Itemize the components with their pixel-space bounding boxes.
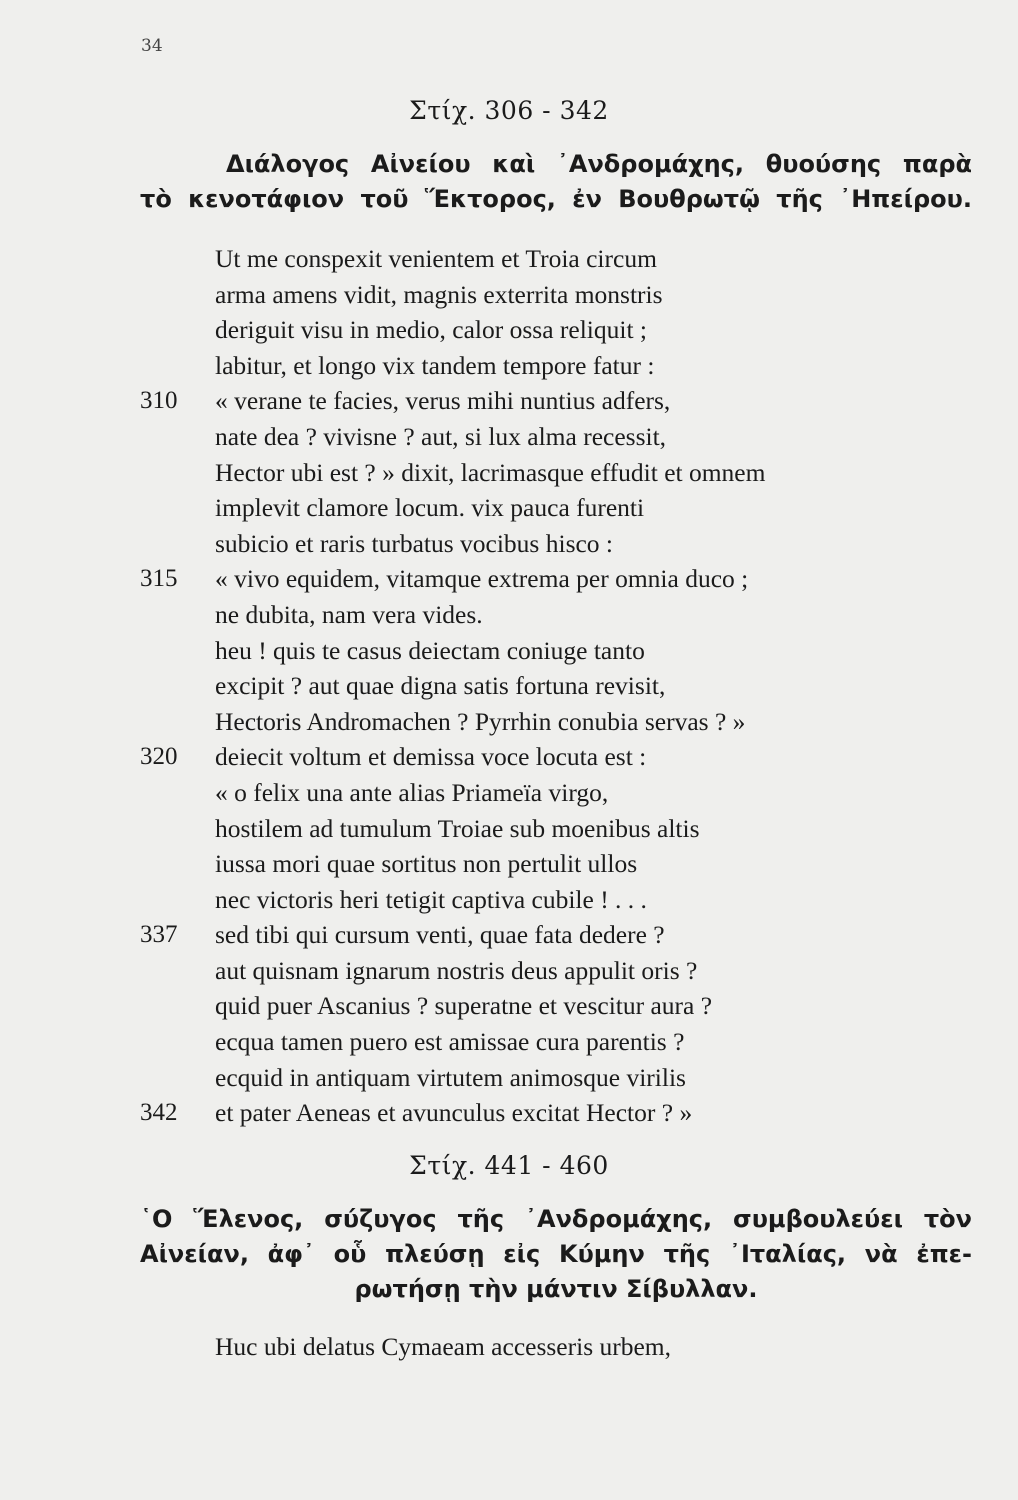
verse-text: nec victoris heri tetigit captiva cubile ! . . . <box>215 884 647 914</box>
verse-text: labitur, et longo vix tandem tempore fatur : <box>215 350 655 380</box>
verse-text: aut quisnam ignarum nostris deus appulit oris ? <box>215 955 698 985</box>
verse-text: excipit ? aut quae digna satis fortuna revisit, <box>215 671 666 701</box>
verse-line <box>140 348 960 384</box>
verse-line <box>140 917 960 953</box>
verse-text: Huc ubi delatus Cymaeam accesseris urbem, <box>215 1332 672 1361</box>
verse-text: « vivo equidem, vitamque extrema per omnia duco ; <box>215 564 749 594</box>
line-number: 310 <box>140 387 178 415</box>
verse-text: heu ! quis te casus deiectam coniuge tanto <box>215 635 645 665</box>
heading-line: ρωτήσῃ τὴν μάντιν Σίβυλλαν. <box>354 1275 758 1303</box>
verse-line <box>140 526 960 562</box>
verse-line <box>140 633 960 669</box>
verse-line <box>140 846 960 882</box>
verse-line <box>140 988 960 1024</box>
verse-text: quid puer Ascanius ? superatne et vescitur aura ? <box>215 991 713 1021</box>
verse-text: Hectoris Andromachen ? Pyrrhin conubia servas ? » <box>215 706 746 736</box>
verse-text: sed tibi qui cursum venti, quae fata dedere ? <box>215 920 665 950</box>
verse-line <box>140 561 960 597</box>
verse-line <box>140 775 960 811</box>
section-title-lines-441-460: Στίχ. 441 - 460 <box>409 1151 609 1180</box>
verse-text: hostilem ad tumulum Troiae sub moenibus altis <box>215 813 700 843</box>
verse-line <box>140 383 960 419</box>
verse-text: implevit clamore locum. vix pauca furenti <box>215 493 645 523</box>
verse-text: « verane te facies, verus mihi nuntius adfers, <box>215 386 671 416</box>
verse-text: et pater Aeneas et avunculus excitat Hector ? » <box>215 1098 693 1128</box>
section-title-lines-306-342: Στίχ. 306 - 342 <box>409 96 609 125</box>
verse-line <box>140 277 960 313</box>
verse-line <box>140 668 960 704</box>
verse-text: Ut me conspexit venientem et Troia circum <box>215 244 657 273</box>
verse-line <box>140 811 960 847</box>
verse-line <box>140 490 960 526</box>
verse-line <box>140 241 960 277</box>
verse-line <box>140 953 960 989</box>
heading-line: ῾Ο Ἕλενος, σύζυγος τῆς ᾿Ανδρομάχης, συμβουλεύει τὸν <box>140 1205 972 1233</box>
verse-line <box>140 882 960 918</box>
line-number: 320 <box>140 743 178 771</box>
verse-text: deiecit voltum et demissa voce locuta est : <box>215 742 647 772</box>
verse-text: iussa mori quae sortitus non pertulit ullos <box>215 849 638 879</box>
verse-line <box>140 1024 960 1060</box>
verse-line <box>140 455 960 491</box>
verse-text: Hector ubi est ? » dixit, lacrimasque effudit et omnem <box>215 457 766 487</box>
verse-text: deriguit visu in medio, calor ossa reliquit ; <box>215 315 648 345</box>
verse-text: arma amens vidit, magnis exterrita monstris <box>215 279 663 309</box>
verse-line <box>140 1060 960 1096</box>
heading-line: Αἰνείαν, ἀφ᾿ οὗ πλεύσῃ εἰς Κύμην τῆς ᾿Ιταλίας, νὰ ἐπε- <box>140 1240 972 1268</box>
section-heading-dialogue <box>140 147 972 217</box>
verse-line <box>140 704 960 740</box>
verse-line <box>140 597 960 633</box>
verse-text: ecquid in antiquam virtutem animosque virilis <box>215 1062 686 1092</box>
verse-text: subicio et raris turbatus vocibus hisco : <box>215 528 614 558</box>
line-number: 337 <box>140 921 178 949</box>
verse-text: « o felix una ante alias Priameïa virgo, <box>215 777 609 807</box>
line-number: 342 <box>140 1099 178 1127</box>
verse-text: ecqua tamen puero est amissae cura parentis ? <box>215 1027 685 1057</box>
verse-line <box>140 312 960 348</box>
verse-block-1 <box>140 241 960 1131</box>
verse-line <box>140 1095 960 1131</box>
heading-line: Διάλογος Αἰνείου καὶ ᾿Ανδρομάχης, θυούσης παρὰ <box>226 150 972 178</box>
heading-line: τὸ κενοτάφιον τοῦ Ἕκτορος, ἐν Βουθρωτῷ τῆς ᾿Ηπείρου. <box>140 185 972 213</box>
verse-line <box>140 419 960 455</box>
verse-text: nate dea ? vivisne ? aut, si lux alma recessit, <box>215 421 667 451</box>
verse-line <box>140 739 960 775</box>
line-number: 315 <box>140 565 178 593</box>
page-number: 34 <box>141 36 163 56</box>
section-heading-helenus <box>140 1202 972 1307</box>
verse-text: ne dubita, nam vera vides. <box>215 599 483 629</box>
